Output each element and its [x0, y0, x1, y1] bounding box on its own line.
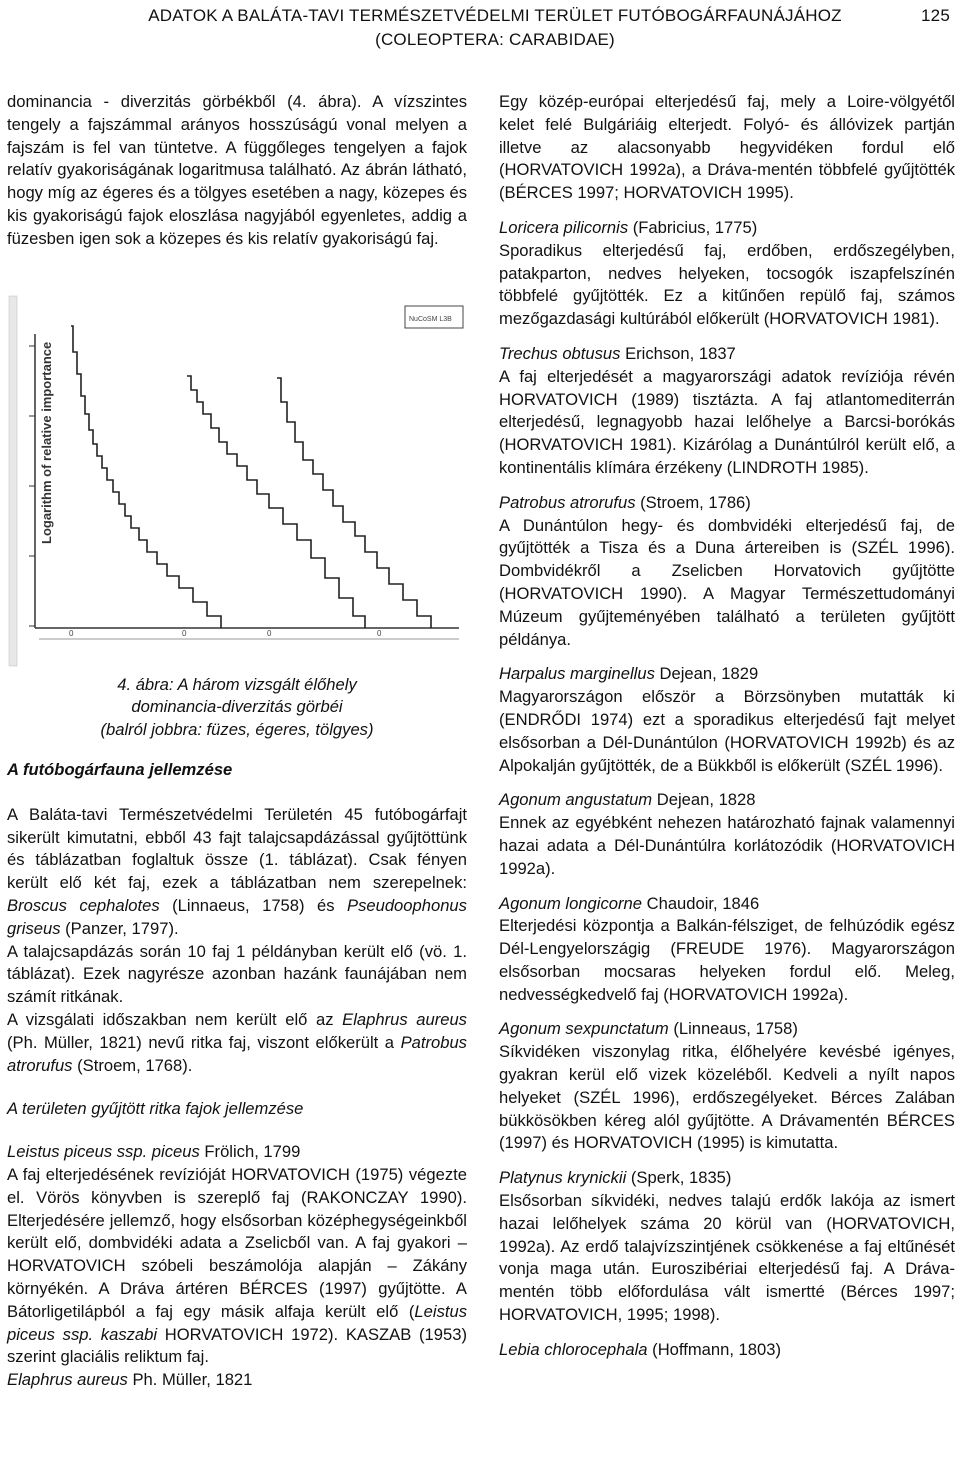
species-heading — [499, 1167, 955, 1190]
subsection-title: A területen gyűjtött ritka fajok jellemzése — [7, 1099, 304, 1119]
species-heading — [499, 492, 955, 515]
species-name: Platynus krynickii — [499, 1168, 627, 1188]
species-heading — [499, 1339, 955, 1362]
species-description: Magyarországon először a Börzsönyben mutatták ki (ENDRŐDI 1974) ezt a sporadikus elterjedésű fajt melyet elsősorban a Dél-Dunántúlon (HORVATOVICH 1992b) és az Alpokalján gyűjtötték, de a Bükkből is előkerült (SZÉL 1996). — [499, 687, 955, 775]
species-leistus-text: A faj elterjedésének revízióját HORVATOVICH (1975) végezte el. Vörös könyvben is szereplő faj (RAKONCZAY 1990). Elterjedésére jellemző, hogy elsősorban középhegységeinkből került elő, dombvidéki adata a Zselicből van. A faj gyakori – HORVATOVICH szóbeli beszámolója alapján – Zákány környékén. A Dráva ártéren BÉRCES (1997) gyűjtötte. A Bátorligetilápból a faj egy másik alfaja került elő (Leistus piceus ssp. kaszabi HORVATOVICH 1972). KASZAB (1953) szerint glaciális reliktum faj. — [7, 1164, 467, 1367]
species-leistus-heading: Leistus piceus ssp. piceus Frölich, 1799 — [7, 1142, 301, 1162]
species-heading — [499, 789, 955, 812]
species-entry — [499, 1167, 955, 1327]
svg-text:0: 0 — [267, 628, 272, 638]
species-description: Elterjedési központja a Balkán-félsziget, de felhúzódik egész Dél-Lengyelországig (FREUDE 1976). Magyarországon elsősorban mocsaras helyeken fordul elő. Meleg, nedvességkedvelő faj (HORVATOVICH 1992a). — [499, 916, 955, 1004]
caption-line1: 4. ábra: A három vizsgált élőhely — [117, 674, 357, 694]
species-name: Loricera pilicornis — [499, 217, 629, 237]
species-description: Elsősorban síkvidéki, nedves talajú erdők lakója az ismert hazai lelőhelyek száma 20 körül van (HORVATOVICH, 1992a). Az erdő talajvízszintjének csökkenése a faj eltűnését vonja maga után. Euroszibériai elterjedésű faj. A Dráva-mentén több előfordulása vált ismertté (Bérces 1997; HORVATOVICH, 1995; 1998). — [499, 1191, 955, 1325]
species-entry — [499, 789, 955, 880]
species-name: Agonum angustatum — [499, 790, 653, 810]
species-name: Lebia chlorocephala — [499, 1339, 648, 1359]
species-entry — [499, 492, 955, 652]
species-entry — [499, 1018, 955, 1155]
intro-paragraph: dominancia - diverzitás görbékből (4. ábra). A vízszintes tengely a fajszámmal arányos hosszúságú vonal melyen a fajszám is fel van tüntetve. A függőleges tengelyen a fajok relatív gyakoriságának logaritmusa található. Az ábrán látható, hogy míg az égeres és a tölgyes esetében a nagy, közepes és kis gyakoriságú fajok eloszlása nagyjából egyenletes, addig a füzesben igen sok a közepes és kis relatív gyakoriságú faj. — [7, 92, 467, 248]
species-author: (Stroem, 1786) — [640, 492, 751, 512]
figure-plot — [7, 294, 467, 674]
caption-line3: (balról jobbra: füzes, égeres, tölgyes) — [100, 720, 374, 740]
species-name: Agonum longicorne — [499, 893, 642, 913]
para-elaphrus: A vizsgálati időszakban nem került elő az Elaphrus aureus (Ph. Müller, 1821) nevű ritka faj, viszont előkerült a Patrobus atrorufus (Stroem, 1768). — [7, 1009, 467, 1075]
running-header — [100, 4, 950, 52]
elaphrus-text: Egy közép-európai elterjedésű faj, mely a Loire-völgyétől kelet felé Bulgáriáig elterjedt. Folyó- és állóvizek partján illetve az alacsonyabb hegyvidéken fordul elő (HORVATOVICH 1992a), a Dráva-mentén többfelé gyűjtötték (BÉRCES 1997; HORVATOVICH 1995). — [499, 92, 955, 203]
para-trapping: A talajcsapdázás során 10 faj 1 példányban került elő (vö. 1. táblázat). Ezek nagyrésze azonban hazánk faunájában nem számít ritkának. — [7, 941, 467, 1007]
species-entry — [499, 343, 955, 480]
species-author: Chaudoir, 1846 — [646, 893, 760, 913]
species-author: (Hoffmann, 1803) — [652, 1339, 782, 1359]
species-author: (Fabricius, 1775) — [632, 217, 758, 237]
species-author: (Linneaus, 1758) — [673, 1019, 798, 1039]
species-elaphrus-heading: Elaphrus aureus Ph. Müller, 1821 — [7, 1370, 253, 1390]
svg-text:0: 0 — [377, 628, 382, 638]
species-description: Sporadikus elterjedésű faj, erdőben, erdőszegélyben, patakparton, nedves helyeken, tocsogók iszapfelszínén többfelé gyűjtötték. Ez a kitűnően repülő faj, számos mezőgazdasági kultúrából előkerült (HORVATOVICH 1981). — [499, 240, 955, 329]
header-title-line1: ADATOK A BALÁTA-TAVI TERMÉSZETVÉDELMI TERÜLET FUTÓBOGÁRFAUNÁJÁHOZ — [148, 6, 842, 25]
species-heading — [499, 343, 955, 366]
species-description: A Dunántúlon hegy- és dombvidéki elterjedésű faj, de gyűjtötték a Tisza és a Duna ártereiben is (SZÉL 1996). Dombvidékről a Zselicben Horvatovich gyűjtötte (HORVATOVICH 1990). A Magyar Természettudományi Múzeum gyűjteményében található a területen gyűjtött példánya. — [499, 515, 955, 649]
species-entry — [499, 893, 955, 1007]
svg-text:0: 0 — [69, 628, 74, 638]
species-heading — [499, 217, 955, 240]
species-list — [499, 217, 955, 1362]
section-title: A futóbogárfauna jellemzése — [7, 759, 233, 779]
para-fauna-summary: A Baláta-tavi Természetvédelmi Területén 45 futóbogárfajt sikerült kimutatni, ebből 43 fajt talajcsapdázással gyűjtöttünk és táblázatban foglaltuk össze (1. táblázat). Csak fényen került elő két faj, ezek a táblázatban nem szerepelnek: Broscus cephalotes (Linnaeus, 1758) és Pseudoophonus griseus (Panzer, 1797). — [7, 804, 467, 938]
species-author: Dejean, 1828 — [656, 790, 756, 810]
left-column — [7, 91, 467, 1392]
right-column — [499, 91, 955, 1362]
species-heading — [499, 893, 955, 916]
species-name: Agonum sexpunctatum — [499, 1019, 669, 1039]
dominance-diversity-figure — [7, 294, 467, 674]
species-description: Ennek az egyébként nehezen határozható fajnak valamennyi hazai adata a Dél-Dunántúlra korlátozódik (HORVATOVICH 1992a). — [499, 813, 955, 878]
species-name: Harpalus marginellus — [499, 664, 655, 684]
species-description: Síkvidéken viszonylag ritka, élőhelyére kevésbé igényes, gyakran kerül elő vizek közeléből. Kedveli a nyílt napos helyeket (SZÉL 1996), erdőszegélyeket. Bérces Zalában bükkösökben kéreg alól gyűjtötte. A Drávamentén BÉRCES (1997) és HORVATOVICH (1995) is kimutatta. — [499, 1042, 955, 1153]
species-author: Dejean, 1829 — [659, 664, 759, 684]
header-title-line2: (COLEOPTERA: CARABIDAE) — [375, 30, 615, 49]
species-name: Patrobus atrorufus — [499, 492, 636, 512]
species-entry — [499, 217, 955, 331]
species-author: (Sperk, 1835) — [630, 1168, 732, 1188]
figure-caption — [7, 674, 467, 742]
species-entry — [499, 1339, 955, 1362]
y-axis-label: Logarithm of relative importance — [39, 341, 54, 544]
svg-text:0: 0 — [182, 628, 187, 638]
page-number: 125 — [921, 6, 950, 25]
species-description: A faj elterjedését a magyarországi adatok revíziója révén HORVATOVICH (1989) tisztázta. A faj atlantomediterrán elterjedésű, legnagyobb hazai lelőhelye a Barcsi-borókás (HORVATOVICH 1981). Kizárólag a Dunántúlról került elő, a kontinentális klímára érzékeny (LINDROTH 1985). — [499, 366, 955, 477]
species-entry — [499, 663, 955, 777]
species-author: Erichson, 1837 — [625, 343, 736, 363]
species-heading — [499, 663, 955, 686]
species-name: Trechus obtusus — [499, 343, 621, 363]
legend-label: NuCoSM L3B — [409, 315, 452, 323]
caption-line2: dominancia-diverzitás görbéi — [131, 697, 343, 717]
species-heading — [499, 1018, 955, 1041]
